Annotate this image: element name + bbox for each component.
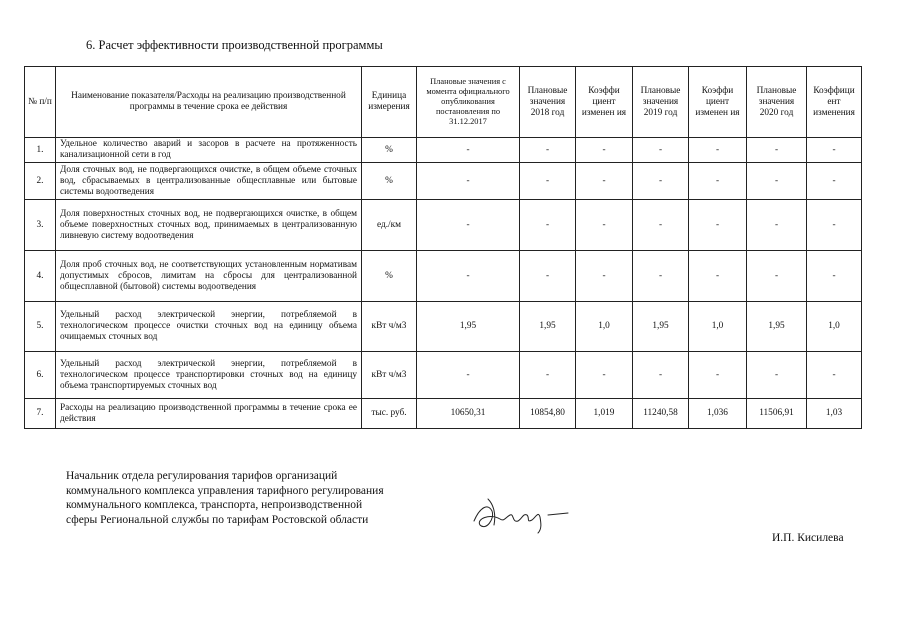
table-row	[25, 138, 862, 163]
cell-coef-1: -	[576, 251, 633, 302]
header-plan-initial: Плановые значения с момента официального опубликования постановления по 31.12.2017	[417, 67, 520, 138]
table-row	[25, 251, 862, 302]
cell-plan-2018: -	[520, 352, 576, 399]
cell-num: 4.	[25, 251, 56, 302]
cell-plan-2018: -	[520, 138, 576, 163]
cell-unit: %	[362, 138, 417, 163]
cell-name: Удельный расход электрической энергии, потребляемой в технологическом процессе очистки сточных вод на единицу объема очищаемых сточных вод	[56, 302, 362, 352]
cell-plan-2020: -	[747, 352, 807, 399]
table-row	[25, 352, 862, 399]
section-title: 6. Расчет эффективности производственной программы	[86, 38, 383, 52]
cell-plan-2019: -	[633, 352, 689, 399]
cell-coef-1: -	[576, 200, 633, 251]
cell-coef-3: -	[807, 200, 862, 251]
header-unit: Единица измерения	[362, 67, 417, 138]
cell-plan-2019: 11240,58	[633, 399, 689, 429]
cell-unit: ед./км	[362, 200, 417, 251]
cell-coef-2: -	[689, 352, 747, 399]
cell-plan-2020: -	[747, 200, 807, 251]
cell-plan-initial: 1,95	[417, 302, 520, 352]
cell-coef-3: 1,03	[807, 399, 862, 429]
cell-unit: кВт ч/м3	[362, 352, 417, 399]
cell-plan-2019: -	[633, 200, 689, 251]
table-row	[25, 399, 862, 429]
table-row	[25, 200, 862, 251]
cell-plan-2018: -	[520, 200, 576, 251]
cell-coef-1: -	[576, 138, 633, 163]
cell-plan-2018: -	[520, 251, 576, 302]
table-header-row	[25, 67, 862, 138]
cell-coef-3: 1,0	[807, 302, 862, 352]
cell-coef-2: -	[689, 163, 747, 200]
cell-plan-2019: -	[633, 138, 689, 163]
cell-plan-2019: -	[633, 163, 689, 200]
cell-coef-1: -	[576, 352, 633, 399]
cell-name: Доля сточных вод, не подвергающихся очистке, в общем объеме сточных вод, сбрасываемых в централизованные общесплавные или бытовые системы водоотведения	[56, 163, 362, 200]
cell-coef-2: 1,0	[689, 302, 747, 352]
efficiency-table	[24, 66, 862, 429]
cell-coef-3: -	[807, 163, 862, 200]
cell-plan-2019: -	[633, 251, 689, 302]
cell-num: 6.	[25, 352, 56, 399]
cell-unit: тыс. руб.	[362, 399, 417, 429]
table-row	[25, 163, 862, 200]
cell-coef-3: -	[807, 352, 862, 399]
cell-plan-2020: 1,95	[747, 302, 807, 352]
cell-num: 2.	[25, 163, 56, 200]
cell-plan-2018: 1,95	[520, 302, 576, 352]
handwritten-signature	[468, 491, 578, 537]
cell-plan-initial: -	[417, 352, 520, 399]
cell-plan-2020: -	[747, 251, 807, 302]
cell-coef-1: -	[576, 163, 633, 200]
cell-coef-2: -	[689, 138, 747, 163]
header-plan-2020: Плановые значения 2020 год	[747, 67, 807, 138]
cell-coef-2: -	[689, 251, 747, 302]
cell-name: Доля поверхностных сточных вод, не подвергающихся очистке, в общем объеме поверхностных сточных вод, принимаемых в централизованную ливневую систему водоотведения	[56, 200, 362, 251]
cell-unit: %	[362, 163, 417, 200]
cell-num: 1.	[25, 138, 56, 163]
cell-coef-2: -	[689, 200, 747, 251]
header-coef-2: Коэффи циент изменен ия	[689, 67, 747, 138]
header-plan-2019: Плановые значения 2019 год	[633, 67, 689, 138]
cell-plan-2018: 10854,80	[520, 399, 576, 429]
header-plan-2018: Плановые значения 2018 год	[520, 67, 576, 138]
header-name: Наименование показателя/Расходы на реализацию производственной программы в течение срока ее действия	[56, 67, 362, 138]
cell-num: 5.	[25, 302, 56, 352]
cell-coef-3: -	[807, 251, 862, 302]
cell-coef-1: 1,0	[576, 302, 633, 352]
header-coef-3: Коэффици ент изменения	[807, 67, 862, 138]
cell-coef-1: 1,019	[576, 399, 633, 429]
cell-plan-2020: 11506,91	[747, 399, 807, 429]
header-coef-1: Коэффи циент изменен ия	[576, 67, 633, 138]
cell-plan-2020: -	[747, 163, 807, 200]
cell-name: Удельное количество аварий и засоров в расчете на протяженность канализационной сети в год	[56, 138, 362, 163]
cell-coef-2: 1,036	[689, 399, 747, 429]
cell-unit: кВт ч/м3	[362, 302, 417, 352]
cell-num: 3.	[25, 200, 56, 251]
cell-plan-2018: -	[520, 163, 576, 200]
cell-plan-initial: -	[417, 251, 520, 302]
cell-plan-initial: -	[417, 200, 520, 251]
cell-name: Удельный расход электрической энергии, потребляемой в технологическом процессе транспортировки сточных вод на единицу объема транспортируемых сточных вод	[56, 352, 362, 399]
table-row	[25, 302, 862, 352]
cell-unit: %	[362, 251, 417, 302]
signer-name: И.П. Кисилева	[772, 532, 844, 544]
cell-plan-initial: -	[417, 163, 520, 200]
cell-coef-3: -	[807, 138, 862, 163]
cell-plan-initial: 10650,31	[417, 399, 520, 429]
cell-num: 7.	[25, 399, 56, 429]
cell-plan-2020: -	[747, 138, 807, 163]
cell-name: Доля проб сточных вод, не соответствующих установленным нормативам допустимых сбросов, лимитам на сбросы для централизованной общесплавной (бытовой) системы водоотведения	[56, 251, 362, 302]
header-num: № п/п	[25, 67, 56, 138]
cell-plan-2019: 1,95	[633, 302, 689, 352]
signatory-position: Начальник отдела регулирования тарифов организаций коммунального комплекса управления тарифного регулирования коммунального комплекса, транспорта, непроизводственной сферы Региональной службы по тарифам Ростовской области	[66, 470, 384, 526]
cell-name: Расходы на реализацию производственной программы в течение срока ее действия	[56, 399, 362, 429]
cell-plan-initial: -	[417, 138, 520, 163]
